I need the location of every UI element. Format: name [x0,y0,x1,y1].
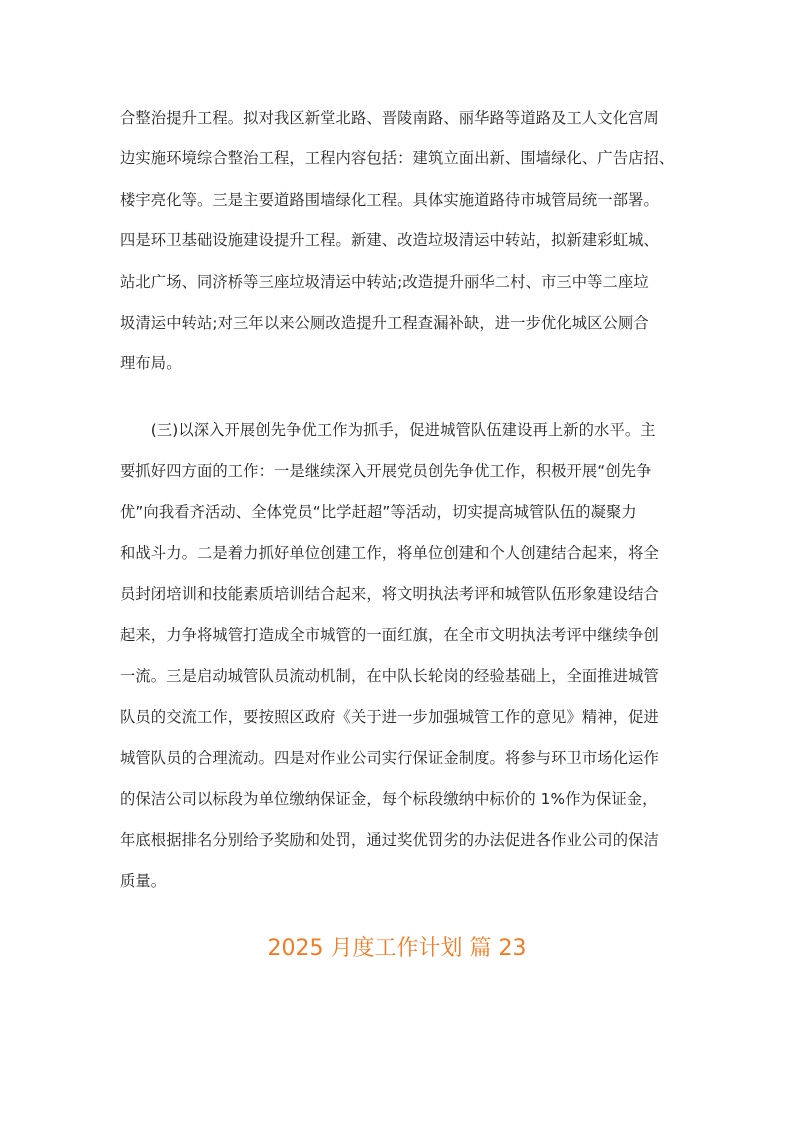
paragraph-line: 质量。 [120,872,167,890]
paragraph-line: 要抓好四方面的工作：一是继续深入开展党员创先争优工作，积极开展“创先争 [120,462,652,480]
paragraph-line: 边实施环境综合整治工程，工程内容包括：建筑立面出新、围墙绿化、广告店招、 [120,149,675,167]
paragraph-line: 圾清运中转站;对三年以来公厕改造提升工程查漏补缺，进一步优化城区公厕合 [120,314,649,332]
section-heading: 2025 月度工作计划 篇 23 [267,936,527,961]
paragraph-line: 理布局。 [120,354,182,372]
paragraph-line: 站北广场、同济桥等三座垃圾清运中转站;改造提升丽华二村、市三中等二座垃 [120,273,649,291]
paragraph-line: 队员的交流工作，要按照区政府《关于进一步加强城管工作的意见》精神，促进 [120,708,659,726]
paragraph-line: 四是环卫基础设施建设提升工程。新建、改造垃圾清运中转站，拟新建彩虹城、 [120,231,659,249]
paragraph-line: 起来，力争将城管打造成全市城管的一面红旗，在全市文明执法考评中继续争创 [120,626,659,644]
paragraph-line: 和战斗力。二是着力抓好单位创建工作，将单位创建和个人创建结合起来，将全 [120,544,659,562]
paragraph-line: (三)以深入开展创先争优工作为抓手，促进城管队伍建设再上新的水平。主 [120,421,656,439]
paragraph-line: 合整治提升工程。拟对我区新堂北路、晋陵南路、丽华路等道路及工人文化宫周 [120,109,659,127]
paragraph-line: 城管队员的合理流动。四是对作业公司实行保证金制度。将参与环卫市场化运作 [120,749,659,767]
paragraph-line: 一流。三是启动城管队员流动机制，在中队长轮岗的经验基础上，全面推进城管 [120,667,659,685]
paragraph-line: 年底根据排名分别给予奖励和处罚，通过奖优罚劣的办法促进各作业公司的保洁 [120,831,659,849]
paragraph-line: 优”向我看齐活动、全体党员“比学赶超”等活动，切实提高城管队伍的凝聚力 [120,503,637,521]
paragraph-line: 的保洁公司以标段为单位缴纳保证金，每个标段缴纳中标价的 1%作为保证金， [120,790,658,808]
paragraph-line: 楼宇亮化等。三是主要道路围墙绿化工程。具体实施道路待市城管局统一部署。 [120,191,659,209]
paragraph-line: 员封闭培训和技能素质培训结合起来，将文明执法考评和城管队伍形象建设结合 [120,585,659,603]
